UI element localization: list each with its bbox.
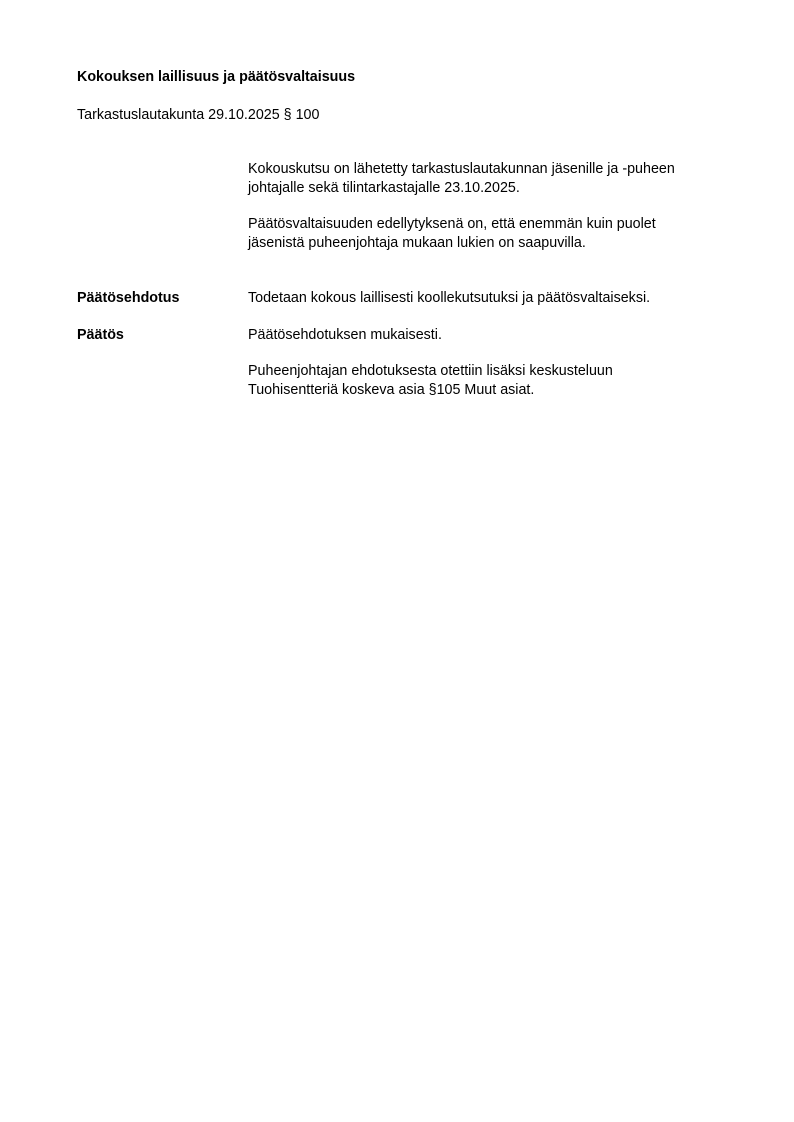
paragraph-line: johtajalle sekä tilintarkastajalle 23.10.2025.	[248, 180, 520, 196]
invitation-paragraph	[248, 160, 728, 198]
additional-decision-paragraph	[248, 362, 728, 400]
decision-text	[248, 326, 728, 345]
proposal-label: Päätösehdotus	[77, 290, 180, 306]
paragraph-line: Kokouskutsu on lähetetty tarkastuslautakunnan jäsenille ja -puheen	[248, 161, 675, 177]
paragraph-line: Päätösvaltaisuuden edellytyksenä on, että enemmän kuin puolet	[248, 216, 656, 232]
meeting-reference: Tarkastuslautakunta 29.10.2025 § 100	[77, 107, 320, 123]
decision-label: Päätös	[77, 327, 124, 343]
decision-line: Päätösehdotuksen mukaisesti.	[248, 327, 442, 343]
proposal-line: Todetaan kokous laillisesti koollekutsutuksi ja päätösvaltaiseksi.	[248, 290, 651, 306]
paragraph-line: Tuohisentteriä koskeva asia §105 Muut asiat.	[248, 382, 535, 398]
paragraph-line: Puheenjohtajan ehdotuksesta otettiin lisäksi keskusteluun	[248, 363, 613, 379]
quorum-paragraph	[248, 215, 728, 253]
proposal-text	[248, 289, 728, 308]
paragraph-line: jäsenistä puheenjohtaja mukaan lukien on saapuvilla.	[248, 235, 586, 251]
section-title: Kokouksen laillisuus ja päätösvaltaisuus	[77, 69, 356, 85]
